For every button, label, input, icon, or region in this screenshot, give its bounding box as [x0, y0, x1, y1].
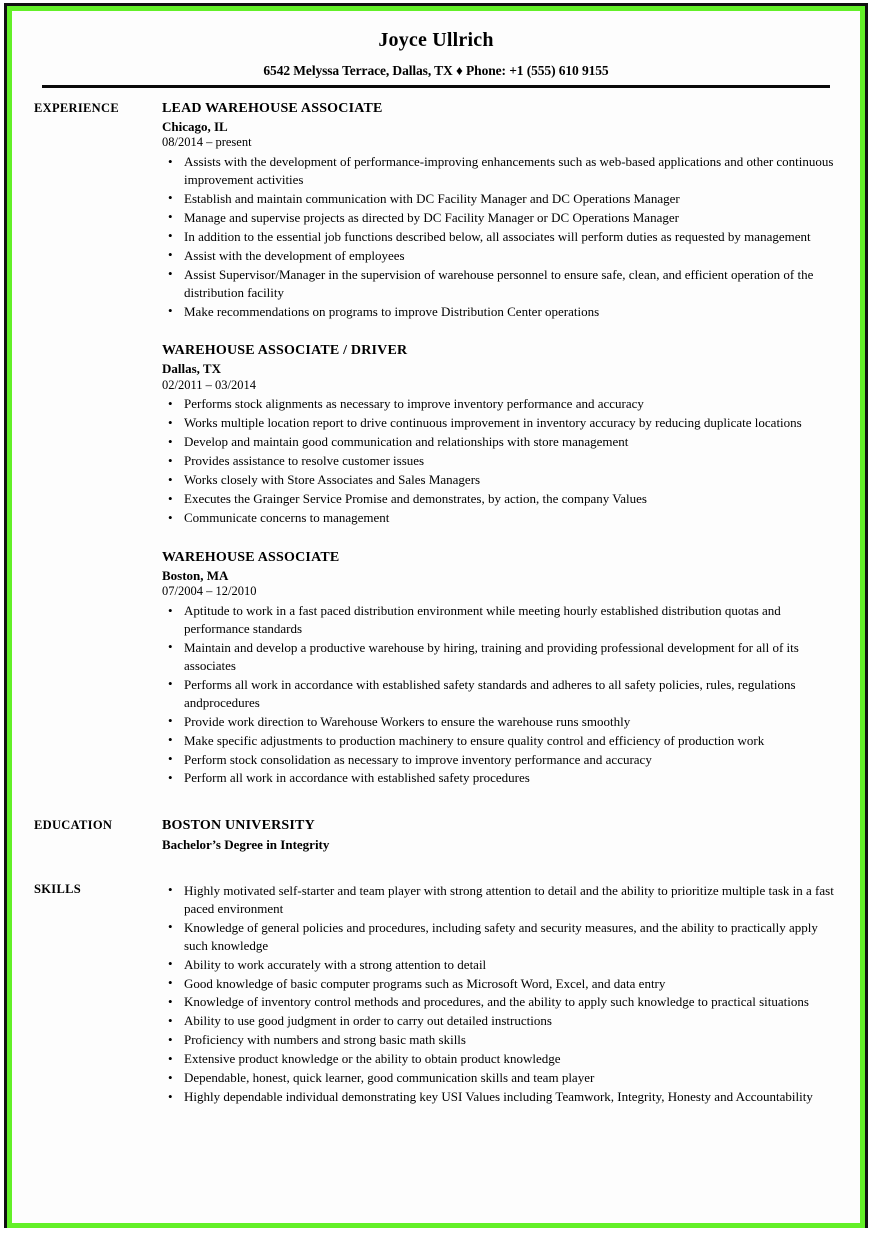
section-experience	[34, 100, 838, 787]
skill-bullet: • Extensive product knowledge or the ability to obtain product knowledge	[162, 1050, 838, 1068]
job-bullet: • Make specific adjustments to production machinery to ensure quality control and efficiency of production work	[162, 732, 838, 750]
job-bullet-list	[162, 602, 838, 787]
skills-entries	[162, 880, 838, 1106]
skill-bullet: • Proficiency with numbers and strong basic math skills	[162, 1031, 838, 1049]
job-title: WAREHOUSE ASSOCIATE	[162, 550, 340, 566]
section-label-skills: SKILLS	[34, 881, 81, 896]
skill-bullet: • Ability to use good judgment in order to carry out detailed instructions	[162, 1012, 838, 1030]
section-skills	[34, 880, 838, 1106]
education-school: BOSTON UNIVERSITY	[162, 818, 315, 834]
job-title: WAREHOUSE ASSOCIATE / DRIVER	[162, 343, 408, 359]
job-bullet: • Works multiple location report to drive continuous improvement in inventory accuracy by reducing duplicate locations	[162, 414, 838, 432]
job-bullet: • Establish and maintain communication with DC Facility Manager and DC Operations Manager	[162, 190, 838, 208]
job-entry	[162, 342, 838, 527]
resume-page	[12, 11, 860, 1223]
skill-bullet: • Good knowledge of basic computer programs such as Microsoft Word, Excel, and data entry	[162, 975, 838, 993]
job-bullet: • Aptitude to work in a fast paced distribution environment while meeting hourly established distribution quotas and performance standards	[162, 602, 838, 638]
job-entry	[162, 100, 838, 320]
job-dates: 08/2014 – present	[162, 135, 252, 150]
job-bullet: • Maintain and develop a productive warehouse by hiring, training and providing professional development for all of its associates	[162, 639, 838, 675]
skill-bullet: • Ability to work accurately with a strong attention to detail	[162, 956, 838, 974]
job-bullet: • Perform all work in accordance with established safety procedures	[162, 769, 838, 787]
job-bullet: • Assists with the development of performance-improving enhancements such as web-based applications and other continuous improvement activities	[162, 153, 838, 189]
job-bullet: • Make recommendations on programs to improve Distribution Center operations	[162, 303, 838, 321]
job-bullet: • Manage and supervise projects as directed by DC Facility Manager or DC Operations Manager	[162, 209, 838, 227]
skill-bullet: • Knowledge of inventory control methods and procedures, and the ability to apply such knowledge to practical situations	[162, 993, 838, 1011]
job-bullet: • Assist Supervisor/Manager in the supervision of warehouse personnel to ensure safe, clean, and efficient operation of the distribution facility	[162, 266, 838, 302]
section-education	[34, 817, 838, 853]
job-location: Boston, MA	[162, 567, 229, 583]
education-entry	[162, 817, 838, 853]
job-entry	[162, 549, 838, 787]
job-bullet-list	[162, 395, 838, 527]
job-bullet: • Performs all work in accordance with established safety standards and adheres to all safety policies, rules, regulations andprocedures	[162, 676, 838, 712]
job-bullet: • Develop and maintain good communication and relationships with store management	[162, 433, 838, 451]
job-bullet: • In addition to the essential job functions described below, all associates will perform duties as requested by management	[162, 228, 838, 246]
resume-body	[12, 88, 860, 1106]
skill-bullet: • Knowledge of general policies and procedures, including safety and security measures, and the ability to practically apply such knowledge	[162, 919, 838, 955]
education-degree: Bachelor’s Degree in Integrity	[162, 836, 330, 852]
candidate-contact-line: 6542 Melyssa Terrace, Dallas, TX ♦ Phone: +1 (555) 610 9155	[263, 63, 609, 78]
skill-bullet: • Highly dependable individual demonstrating key USI Values including Teamwork, Integrity, Honesty and Accountability	[162, 1088, 838, 1106]
section-label-experience: EXPERIENCE	[34, 101, 119, 115]
section-label-education: EDUCATION	[34, 818, 113, 833]
job-bullet-list	[162, 153, 838, 320]
job-bullet: • Communicate concerns to management	[162, 509, 838, 527]
skills-bullet-list	[162, 882, 838, 1106]
skill-bullet: • Dependable, honest, quick learner, good communication skills and team player	[162, 1069, 838, 1087]
job-bullet: • Performs stock alignments as necessary to improve inventory performance and accuracy	[162, 395, 838, 413]
job-dates: 07/2004 – 12/2010	[162, 584, 257, 599]
job-bullet: • Assist with the development of employees	[162, 247, 838, 265]
job-title: LEAD WAREHOUSE ASSOCIATE	[162, 101, 383, 116]
job-bullet: • Executes the Grainger Service Promise and demonstrates, by action, the company Values	[162, 490, 838, 508]
resume-header	[12, 11, 860, 88]
job-bullet: • Provide work direction to Warehouse Workers to ensure the warehouse runs smoothly	[162, 713, 838, 731]
job-bullet: • Perform stock consolidation as necessary to improve inventory performance and accuracy	[162, 751, 838, 769]
job-dates: 02/2011 – 03/2014	[162, 377, 256, 392]
job-location: Chicago, IL	[162, 118, 228, 134]
experience-entries	[162, 100, 838, 787]
job-location: Dallas, TX	[162, 360, 221, 376]
job-bullet: • Works closely with Store Associates and Sales Managers	[162, 471, 838, 489]
skill-bullet: • Highly motivated self-starter and team player with strong attention to detail and the ability to prioritize multiple task in a fast paced environment	[162, 882, 838, 918]
job-bullet: • Provides assistance to resolve customer issues	[162, 452, 838, 470]
candidate-name: Joyce Ullrich	[378, 29, 494, 51]
